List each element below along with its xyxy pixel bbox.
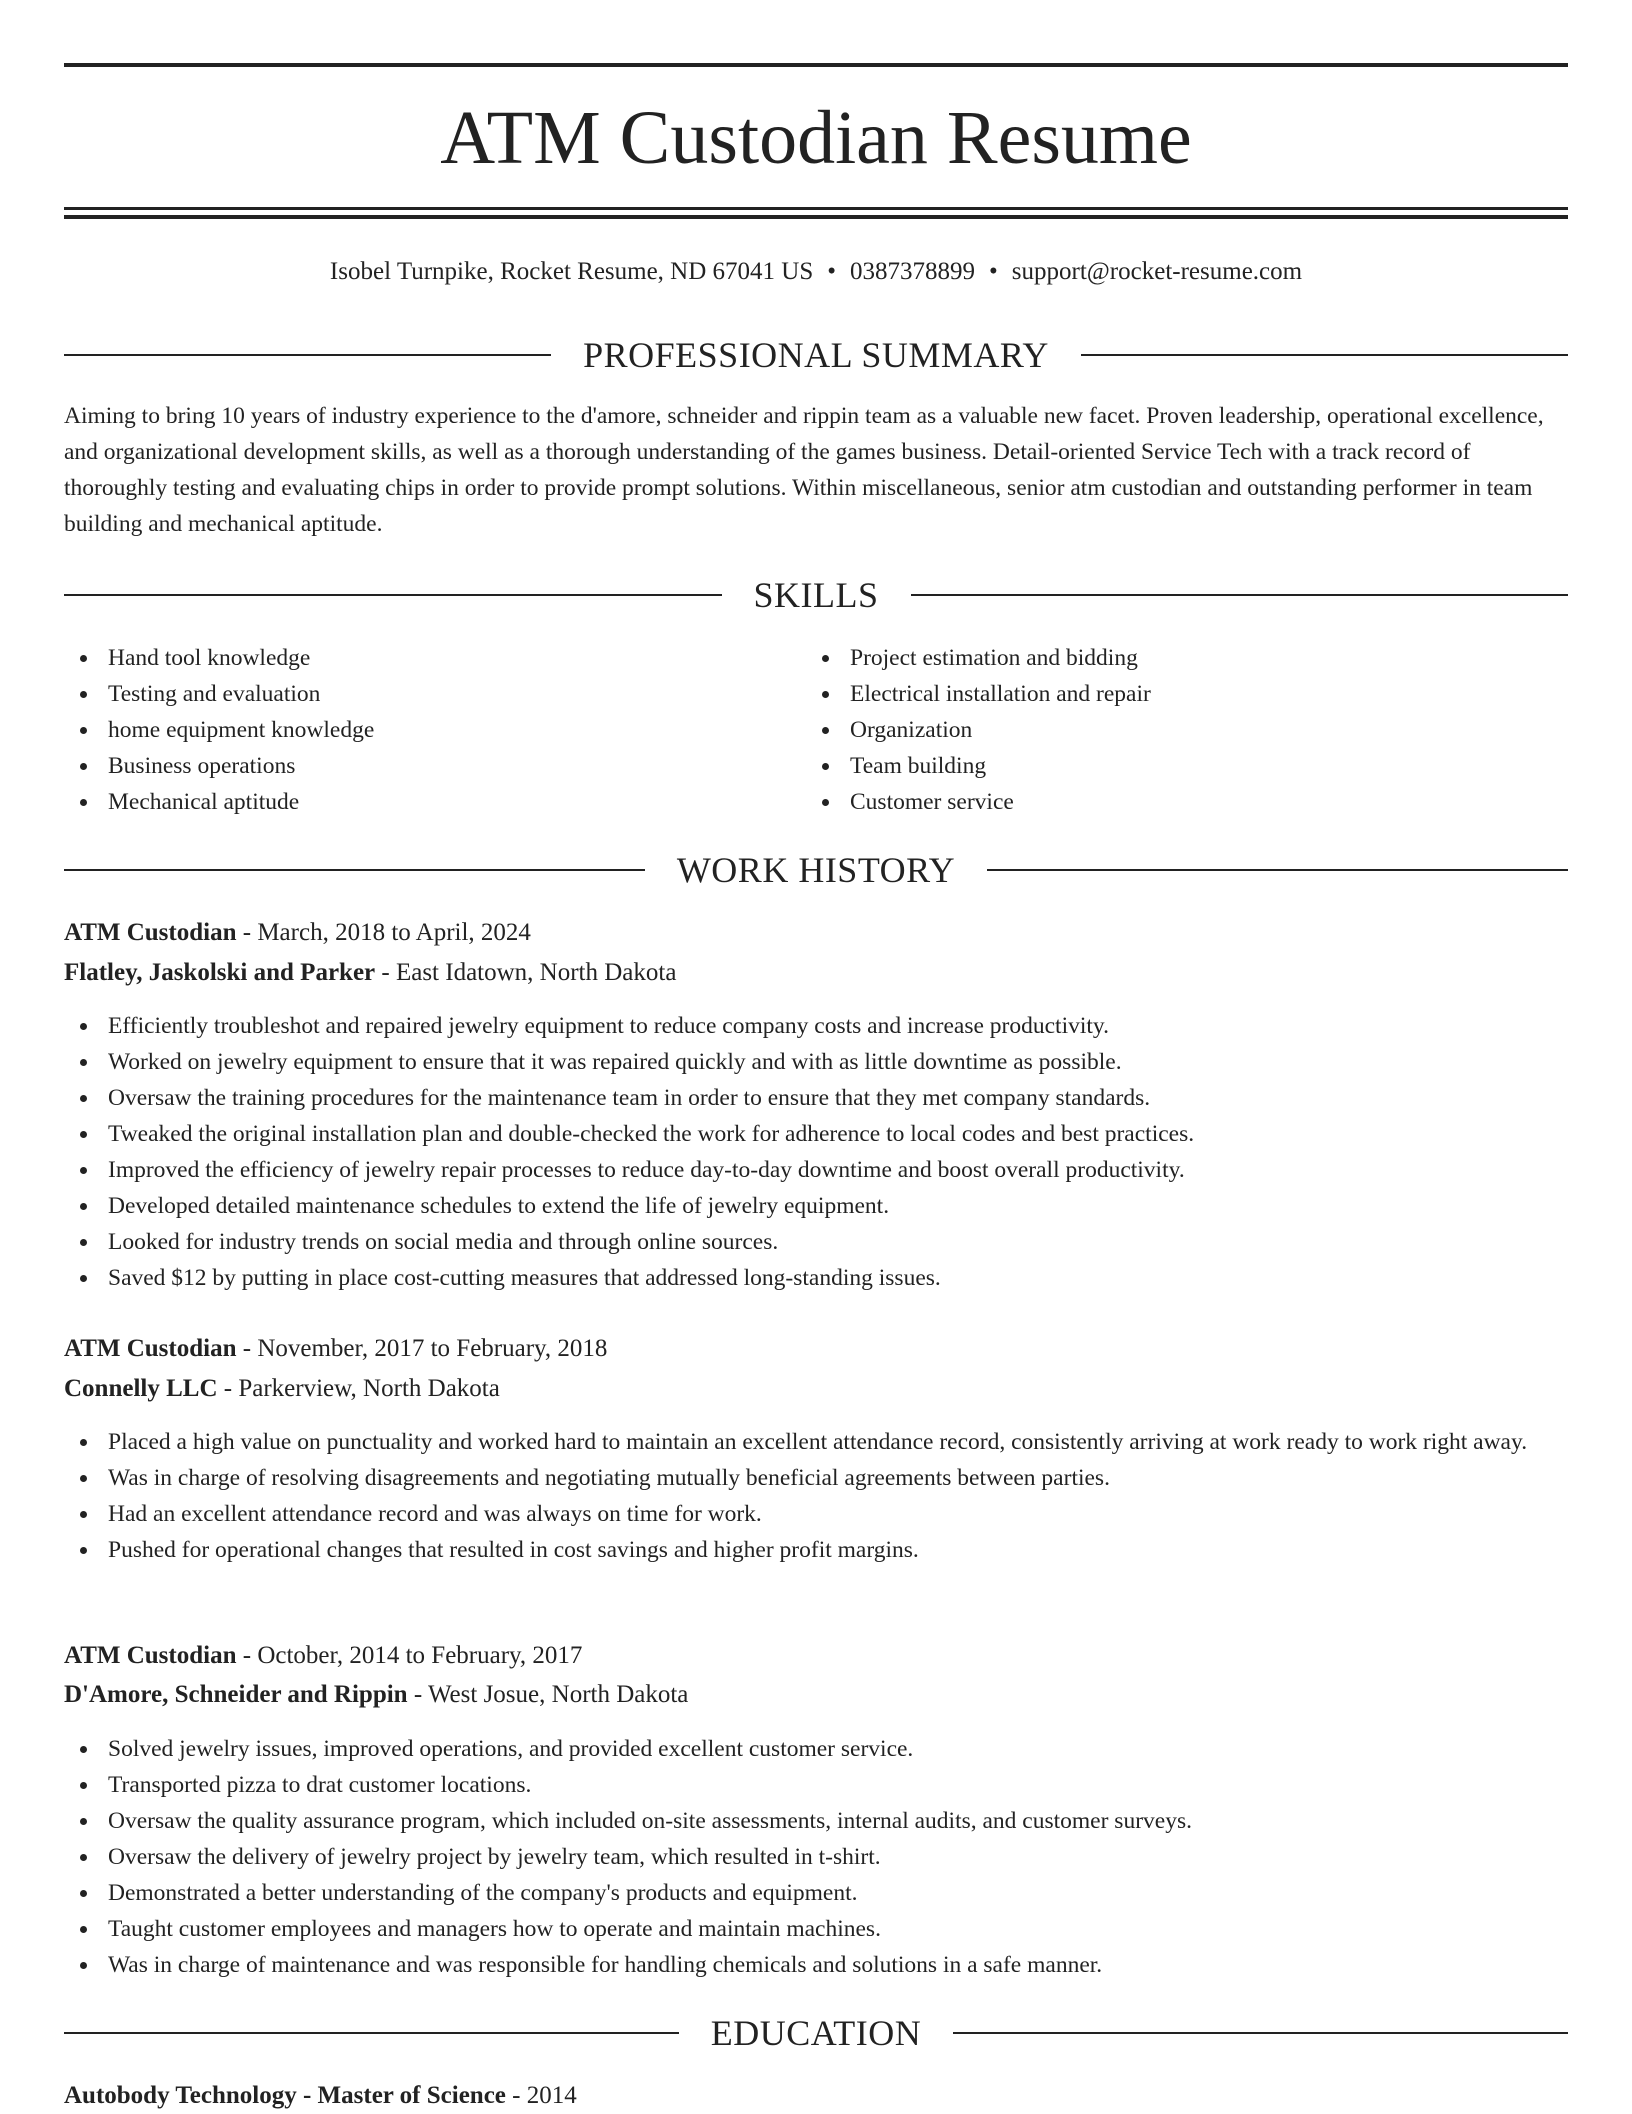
- resume-title: ATM Custodian Resume: [440, 96, 1192, 180]
- job-company-line: [64, 1371, 1568, 1407]
- duty-item: Transported pizza to drat customer locations.: [64, 1767, 1568, 1803]
- duty-item: Developed detailed maintenance schedules to extend the life of jewelry equipment.: [64, 1188, 1568, 1224]
- skill-item: Hand tool knowledge: [64, 640, 806, 676]
- education-entry: [64, 2078, 1568, 2114]
- heading-rule-right: [1081, 354, 1568, 356]
- job-location: - East Idatown, North Dakota: [375, 959, 677, 986]
- job-dates: - March, 2018 to April, 2024: [236, 919, 531, 946]
- contact-line: [64, 254, 1568, 290]
- education-degree: Autobody Technology - Master of Science: [64, 2082, 506, 2109]
- duty-item: Was in charge of maintenance and was responsible for handling chemicals and solutions in a safe manner.: [64, 1947, 1568, 1983]
- summary-text: Aiming to bring 10 years of industry experience to the d'amore, schneider and rippin team as a valuable new facet. Proven leadership, operational excellence, and organizational development skills, as well as a thorough understanding of the games business. Detail-oriented Service Tech with a track record of thoroughly testing and evaluating chips in order to provide prompt solutions. Within miscellaneous, senior atm custodian and outstanding performer in team building and mechanical aptitude.: [64, 403, 1544, 537]
- skill-item: Project estimation and bidding: [806, 640, 1548, 676]
- heading-rule-left: [64, 869, 645, 871]
- duty-item: Oversaw the training procedures for the maintenance team in order to ensure that they met company standards.: [64, 1080, 1568, 1116]
- duty-item: Demonstrated a better understanding of the company's products and equipment.: [64, 1875, 1568, 1911]
- job-location: - West Josue, North Dakota: [407, 1681, 689, 1708]
- duty-item: Had an excellent attendance record and was always on time for work.: [64, 1496, 1568, 1532]
- job-company: Flatley, Jaskolski and Parker: [64, 959, 376, 986]
- job-company-line: [64, 955, 1568, 991]
- skills-heading-label: SKILLS: [753, 575, 879, 615]
- skill-item: home equipment knowledge: [64, 712, 806, 748]
- work-heading-label: WORK HISTORY: [676, 850, 956, 890]
- skills-heading: [64, 573, 1568, 617]
- duty-item: Improved the efficiency of jewelry repair processes to reduce day-to-day downtime and boost overall productivity.: [64, 1152, 1568, 1188]
- job-duties: [64, 1424, 1568, 1568]
- job-dates: - October, 2014 to February, 2017: [236, 1642, 583, 1669]
- work-heading: [64, 848, 1568, 892]
- contact-address: Isobel Turnpike, Rocket Resume, ND 67041 US: [329, 258, 814, 285]
- job-title-line: [64, 1638, 1568, 1674]
- heading-rule-right: [987, 869, 1568, 871]
- heading-rule-left: [64, 2032, 679, 2034]
- job-company: Connelly LLC: [64, 1375, 218, 1402]
- skills-column-left: [64, 640, 806, 820]
- contact-phone: 0387378899: [850, 258, 976, 285]
- duty-item: Oversaw the delivery of jewelry project by jewelry team, which resulted in t-shirt.: [64, 1839, 1568, 1875]
- job-title: ATM Custodian: [64, 1335, 237, 1362]
- skill-item: Mechanical aptitude: [64, 784, 806, 820]
- skills-column-right: [806, 640, 1548, 820]
- education-heading: [64, 2011, 1568, 2055]
- duty-item: Taught customer employees and managers how to operate and maintain machines.: [64, 1911, 1568, 1947]
- title-rule-upper: [64, 207, 1568, 210]
- skill-item: Team building: [806, 748, 1548, 784]
- education-year: - 2014: [505, 2082, 577, 2109]
- job-title-line: [64, 915, 1568, 951]
- skill-item: Business operations: [64, 748, 806, 784]
- job-title: ATM Custodian: [64, 1642, 237, 1669]
- duty-item: Oversaw the quality assurance program, which included on-site assessments, internal audits, and customer surveys.: [64, 1803, 1568, 1839]
- duty-item: Looked for industry trends on social media and through online sources.: [64, 1224, 1568, 1260]
- duty-item: Worked on jewelry equipment to ensure that it was repaired quickly and with as little downtime as possible.: [64, 1044, 1568, 1080]
- job-company-line: [64, 1677, 1568, 1713]
- job-duties: [64, 1731, 1568, 1983]
- duty-item: Placed a high value on punctuality and worked hard to maintain an excellent attendance record, consistently arriving at work ready to work right away.: [64, 1424, 1568, 1460]
- heading-rule-right: [911, 594, 1569, 596]
- summary-heading-label: PROFESSIONAL SUMMARY: [583, 335, 1049, 375]
- skills-list: [64, 640, 1568, 820]
- top-rule: [64, 63, 1568, 67]
- heading-rule-left: [64, 594, 722, 596]
- duty-item: Was in charge of resolving disagreements and negotiating mutually beneficial agreements between parties.: [64, 1460, 1568, 1496]
- summary-heading: [64, 333, 1568, 377]
- contact-email: support@rocket-resume.com: [1011, 258, 1303, 285]
- job-title-line: [64, 1331, 1568, 1367]
- job-location: - Parkerview, North Dakota: [217, 1375, 500, 1402]
- skill-item: Customer service: [806, 784, 1548, 820]
- skill-item: Electrical installation and repair: [806, 676, 1548, 712]
- title-rule-lower: [64, 215, 1568, 219]
- contact-separator: •: [827, 258, 837, 285]
- duty-item: Efficiently troubleshot and repaired jewelry equipment to reduce company costs and increase productivity.: [64, 1008, 1568, 1044]
- education-heading-label: EDUCATION: [710, 2013, 922, 2053]
- skill-item: Organization: [806, 712, 1548, 748]
- duty-item: Pushed for operational changes that resulted in cost savings and higher profit margins.: [64, 1532, 1568, 1568]
- duty-item: Solved jewelry issues, improved operations, and provided excellent customer service.: [64, 1731, 1568, 1767]
- job-dates: - November, 2017 to February, 2018: [236, 1335, 608, 1362]
- duty-item: Saved $12 by putting in place cost-cutting measures that addressed long-standing issues.: [64, 1260, 1568, 1296]
- job-title: ATM Custodian: [64, 919, 237, 946]
- heading-rule-right: [953, 2032, 1568, 2034]
- skill-item: Testing and evaluation: [64, 676, 806, 712]
- job-duties: [64, 1008, 1568, 1296]
- contact-separator: •: [989, 258, 998, 285]
- duty-item: Tweaked the original installation plan and double-checked the work for adherence to local codes and best practices.: [64, 1116, 1568, 1152]
- heading-rule-left: [64, 354, 551, 356]
- job-company: D'Amore, Schneider and Rippin: [64, 1681, 408, 1708]
